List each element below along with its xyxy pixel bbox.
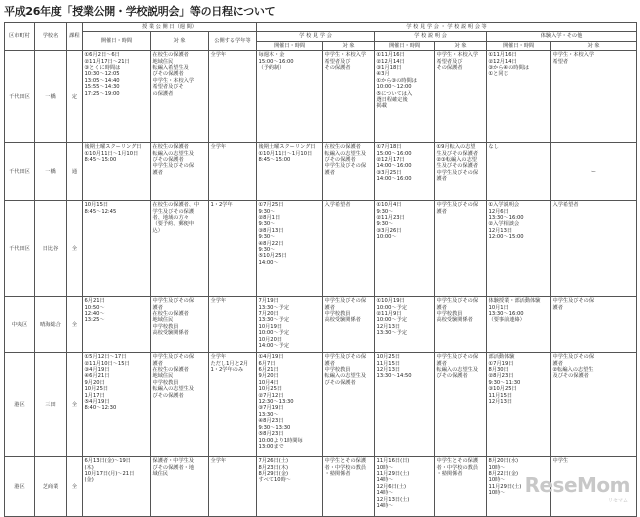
header-trial-dates: 開催日・時間 xyxy=(487,41,551,50)
school-cell: 三田 xyxy=(35,353,67,457)
ward-cell: 港区 xyxy=(5,353,35,457)
brief-dates-cell: ①7月18日 15:00～16:00 ②12月17日 14:00～16:00 ③3月25日 14:00～16:00 xyxy=(375,143,435,201)
course-cell: 全 xyxy=(67,297,83,353)
visit-dates-cell: ①4月19日 6月7日 6月21日 9月20日 10月4日 10月25日 ②7月12日 12:30～13:30 ③7月19日 13:30～ ④8月23日 9:30～13:30 ⑤8月23日 10:00より1時間毎 13:00まで xyxy=(257,353,323,457)
brief-target-cell: 中学生とその保護 者・中学校の教員 ・塾関係者 xyxy=(435,457,487,517)
header-visit-dates: 開催日・時間 xyxy=(257,41,323,50)
brief-dates-cell: 11月16日(日) 10時～ 11月29日(土) 14時～ 12月6日(土) 14時～ 12月13日(土) 14時～ xyxy=(375,457,435,517)
visit-dates-cell: 毎週木・金 15:00～16:00 （予約制） xyxy=(257,51,323,143)
school-cell: 一橋 xyxy=(35,51,67,143)
trial-dates-cell: なし xyxy=(487,143,551,201)
visit-dates-cell: 後期土曜スクーリング日 ①10月11日～1月10日 8:45～15:00 xyxy=(257,143,323,201)
trial-dates-cell: 部活動体験 ①7月19日 8月30日 ②8月23日 9:30～11:30 ③10月25日 11月15日 12月13日 xyxy=(487,353,551,457)
header-school-visit: 学 校 見 学 会 ・ 学 校 説 明 会 等 xyxy=(257,23,637,32)
ward-cell: 港区 xyxy=(5,457,35,517)
trial-target-cell: 中学生及びその保 護者 xyxy=(551,297,637,353)
trial-dates-cell: 体験授業・部活動体験 10月1日 13:30～16:00 （要事前連絡） xyxy=(487,297,551,353)
visit-target-cell: 中学生及びその保 護者 中学校教員 転編入の志望生及 びその保護者 xyxy=(323,353,375,457)
header-trial-target: 対 象 xyxy=(551,41,637,50)
grades-cell: 全学年 xyxy=(209,457,257,517)
brief-dates-cell: ①11月16日 ②12月14日 ③1月18日 ④3月 ①から③の時間は 10:00～12:00 ⑤については入 選日程確定後 掲載 xyxy=(375,51,435,143)
school-cell: 一橋 xyxy=(35,143,67,201)
trial-dates-cell: ①入学説明会 12月6日 13:30～16:00 ②入学相談会 12月13日 12:00～15:00 xyxy=(487,201,551,297)
ward-cell: 中央区 xyxy=(5,297,35,353)
table-row xyxy=(5,201,637,297)
grades-cell: 全学年 xyxy=(209,297,257,353)
open-target-cell: 保護者・中学生及 びその保護者・地 域住民 xyxy=(151,457,209,517)
visit-dates-cell: 7月19日 13:30～予定 7月20日 13:30～予定 10月19日 10:00～予定 10月20日 14:00～予定 xyxy=(257,297,323,353)
brief-target-cell: 中学生及びその保 護者 中学校教員 高校受験関係者 xyxy=(435,297,487,353)
header-brief-dates: 開催日・時間 xyxy=(375,41,435,50)
course-cell: 定 xyxy=(67,51,83,143)
open-target-cell: 在校生の保護者 転編入の志望生及 びその保護者 中学生及びその保 護者 xyxy=(151,143,209,201)
watermark-sub: リセマム xyxy=(608,498,628,504)
trial-target-cell: ー xyxy=(551,143,637,201)
brief-target-cell: 中学生及びその保 護者 転編入の志望生及 びその保護者 xyxy=(435,353,487,457)
trial-dates-cell: ①11月16日 ②12月14日 ③から④の時間は ①と同じ xyxy=(487,51,551,143)
table-row xyxy=(5,143,637,201)
grades-cell: 全学年 xyxy=(209,143,257,201)
grades-cell: 1・2学年 xyxy=(209,201,257,297)
open-dates-cell: ①6月2日～6日 ②11月17日～21日 ③とくに時間は 10:30～12:05 13:05～14:40 15:55～14:30 17:25～19:00 xyxy=(83,51,151,143)
open-dates-cell: 6月13日(金)～19日 (木) 10月17日(月)～21日 (金) xyxy=(83,457,151,517)
brief-dates-cell: ①10月4日 9:30～ ②11月23日 9:30～ ③3月26日 10:00～ xyxy=(375,201,435,297)
header-brief-target: 対 象 xyxy=(435,41,487,50)
ward-cell: 千代田区 xyxy=(5,143,35,201)
open-target-cell: 在校生の保護者 地域住民 転編入希望生及 びその保護者 中学生・本校入学 希望者及びそ の保護者 xyxy=(151,51,209,143)
header-open-dates: 開催日・時間 xyxy=(83,32,151,51)
visit-target-cell: 中学生とその保護 者・中学校の教員 ・塾関係者 xyxy=(323,457,375,517)
grades-cell: 全学年 xyxy=(209,51,257,143)
table-row xyxy=(5,297,637,353)
ward-cell: 千代田区 xyxy=(5,51,35,143)
open-target-cell: 在校生の保護者、中 学生及びその保護 者、地域の方々 （要予約、郵便申 込） xyxy=(151,201,209,297)
open-target-cell: 中学生及びその保 護者 在校生の保護者 地域住民 中学校教員 転編入の志望生及 びその保護者 xyxy=(151,353,209,457)
trial-target-cell: 中学生及びその保 護者 ②転編入の志望生 及びその保護者 xyxy=(551,353,637,457)
visit-dates-cell: 7月26日(土) 8月23日(木) 8月29日(金) すべて10時～ xyxy=(257,457,323,517)
header-visit: 学 校 見 学 会 xyxy=(257,32,375,41)
school-cell: 芝商業 xyxy=(35,457,67,517)
brief-target-cell: 中学生及びその保 護者 xyxy=(435,201,487,297)
header-trial: 体験入学・その他 xyxy=(487,32,637,41)
visit-target-cell: 中学生及びその保 護者 中学校教員 高校受験関係者 xyxy=(323,297,375,353)
visit-target-cell: 入学希望者 xyxy=(323,201,375,297)
table-row xyxy=(5,51,637,143)
schedule-table xyxy=(4,22,637,517)
open-dates-cell: 10月15日 8:45～12:45 xyxy=(83,201,151,297)
ward-cell: 千代田区 xyxy=(5,201,35,297)
course-cell: 全 xyxy=(67,353,83,457)
grades-cell: 全学年 ただし1月と2月 1・2学年のみ xyxy=(209,353,257,457)
brief-dates-cell: ①10月19日 10:00～予定 ②11月9日 10:00～予定 12月13日 13:30～予定 xyxy=(375,297,435,353)
brief-target-cell: ①9月転入の志望 生及びその保護者 ②③転編入の志望 生及びその保護者 中学生及びその保 護者 xyxy=(435,143,487,201)
trial-target-cell: 入学希望者 xyxy=(551,201,637,297)
trial-target-cell: 中学生 xyxy=(551,457,637,517)
course-cell: 通 xyxy=(67,143,83,201)
table-row xyxy=(5,353,637,457)
trial-dates-cell: 8月20日(水) 10時～ 8月22日(金) 10時～ 11月29日(土) 10時～ xyxy=(487,457,551,517)
visit-dates-cell: ①7月25日 9:30～ ②8月1日 9:30～ ③8月13日 9:30～ ④8月22日 9:30～ ⑤10月25日 14:00～ xyxy=(257,201,323,297)
resemom-watermark xyxy=(524,473,630,504)
open-dates-cell: 後期土曜スクーリング日 ①10月11日～1月10日 8:45～15:00 xyxy=(83,143,151,201)
course-cell: 全 xyxy=(67,201,83,297)
header-course: 課程 xyxy=(67,23,83,51)
header-grades: 公開する学年等 xyxy=(209,32,257,51)
open-dates-cell: 6月21日 10:50～ 12:40～ 13:25～ xyxy=(83,297,151,353)
header-ward: 区市町村 xyxy=(5,23,35,51)
open-dates-cell: ①5月12日～17日 ②11月10日～15日 ③4月19日 ④6月21日 9月20日 10月25日 1月17日 ⑤4月19日 8:40～12:30 xyxy=(83,353,151,457)
course-cell: 全 xyxy=(67,457,83,517)
visit-target-cell: 中学生・本校入学 希望者及び その保護者 xyxy=(323,51,375,143)
brief-target-cell: 中学生・本校入学 希望者及び その保護者 xyxy=(435,51,487,143)
header-open-target: 対 象 xyxy=(151,32,209,51)
open-target-cell: 中学生及びその保 護者 在校生の保護者 地域住民 中学校教員 高校受験関係者 xyxy=(151,297,209,353)
school-cell: 晴海総合 xyxy=(35,297,67,353)
header-class-open: 授 業 公 開 日（週 間） xyxy=(83,23,257,32)
header-briefing: 学 校 説 明 会 xyxy=(375,32,487,41)
header-visit-target: 対 象 xyxy=(323,41,375,50)
header-school: 学校名 xyxy=(35,23,67,51)
watermark-brand: ReseMom xyxy=(524,473,630,497)
school-cell: 日比谷 xyxy=(35,201,67,297)
page-title: 平成26年度「授業公開・学校説明会」等の日程について xyxy=(4,5,276,18)
brief-dates-cell: 10月25日 11月15日 12月13日 13:30～14:50 xyxy=(375,353,435,457)
trial-target-cell: 中学生・本校入学 希望者 xyxy=(551,51,637,143)
visit-target-cell: 在校生の保護者 転編入の志望生及 びその保護者 中学生及びその保 護者 xyxy=(323,143,375,201)
